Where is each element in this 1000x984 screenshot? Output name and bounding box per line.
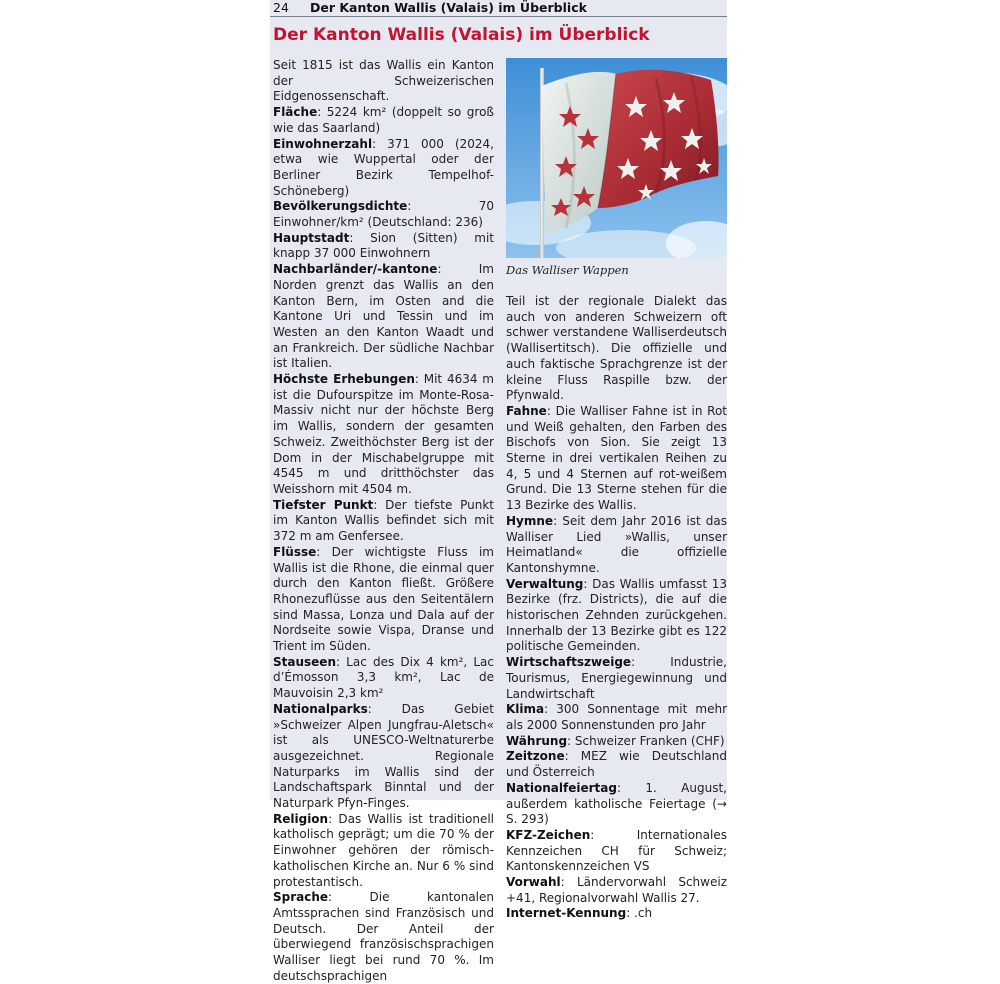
entry-label: Klima (506, 702, 545, 717)
entry-text: : 70 Einwohner/km² (Deutschland: 236) (273, 199, 494, 230)
entry-waehrung (506, 734, 727, 750)
entry-label: Nationalfeiertag (506, 780, 617, 795)
entry-text: : Der tiefste Punkt im Kanton Wallis befindet sich mit 372 m am Genfersee. (273, 497, 494, 544)
entry-erhebungen (273, 372, 494, 498)
entry-text: : 5224 km² (doppelt so groß wie das Saarland) (273, 105, 494, 135)
entry-nachbarn (273, 262, 494, 372)
entry-text: : Das Wallis ist traditionell katholisch geprägt; um die 70 % der Einwohner gehören der römisch-katholischen Kirche an. Nur 6 % sind protestantisch. (273, 811, 494, 889)
entry-vorwahl (506, 875, 727, 906)
entry-fahne (506, 404, 727, 514)
entry-text: : Der wichtigste Fluss im Wallis ist die Rhone, die einmal quer durch den Kanton fließt. Größere Rhonezuflüsse aus den Seitentälern sind Massa, Lonza und Dala auf der Nordseite sowie Vispa, Dranse und Trient im Süden. (273, 544, 494, 654)
entry-kfz-zeichen (506, 828, 727, 875)
entry-text: : 300 Sonnentage mit mehr als 2000 Sonnenstunden pro Jahr (506, 702, 727, 732)
entry-wirtschaftszweige (506, 655, 727, 702)
left-column (273, 58, 494, 984)
entry-label: Einwohnerzahl (273, 136, 373, 151)
entry-label: Verwaltung (506, 576, 584, 591)
page-number: 24 (273, 0, 289, 15)
entry-hauptstadt (273, 231, 494, 262)
entry-label: Wirtschaftszweige (506, 655, 632, 670)
entry-text: : Mit 4634 m ist die Dufourspitze im Monte-Rosa-Massiv nicht nur der höchste Berg im Wallis, sondern der gesamten Schweiz. Zweithöchster Berg ist der Dom in der Mischabelgruppe mit 4545 m und dritthöchster das Weisshorn mit 4504 m. (273, 372, 494, 496)
entry-text: : Lac des Dix 4 km², Lac d’Émosson 3,3 km², Lac de Mauvoisin 2,3 km² (273, 654, 494, 701)
entry-text: : Das Wallis umfasst 13 Bezirke (frz. Districts), die auf die historischen Zehnden zurückgehen. Innerhalb der 13 Bezirke gibt es 122 politische Gemeinden. (506, 576, 727, 654)
entry-label: KFZ-Zeichen (506, 827, 591, 842)
entry-verwaltung (506, 577, 727, 656)
entry-label: Bevölkerungsdichte (273, 199, 408, 214)
entry-text: : Die Walliser Fahne ist in Rot und Weiß gehalten, den Farben des Bischofs von Sion. Sie zeigt 13 Sterne in drei vertikalen Reihen zu 4, 5 und 4 Sternen auf rot-weißem Grund. Die 13 Sterne stehen für die 13 Bezirke des Wallis. (506, 403, 727, 513)
wallis-flag-image (506, 58, 727, 258)
entry-einwohnerzahl (273, 137, 494, 200)
entry-text: : Die kantonalen Amtssprachen sind Französisch und Deutsch. Der Anteil der überwiegend französischsprachigen Walliser liegt bei rund 70 %. Im deutschsprachigen (273, 890, 494, 983)
entry-fluesse (273, 545, 494, 655)
entry-text: : Im Norden grenzt das Wallis an den Kanton Bern, im Osten and die Kantone Uri und Tessin und im Westen an den Kanton Waadt und an Frankreich. Der südliche Nachbar ist Italien. (273, 262, 494, 371)
entry-klima (506, 702, 727, 733)
entry-label: Höchste Erhebungen (273, 372, 415, 387)
entry-text: : .ch (626, 906, 653, 921)
entry-hymne (506, 514, 727, 577)
entry-text: : Internationales Kennzeichen CH für Schweiz; Kantonskennzeichen VS (506, 827, 727, 874)
intro-paragraph: Seit 1815 ist das Wallis ein Kanton der Schweizerischen Eidgenossenschaft. (273, 58, 494, 104)
entry-nationalparks (273, 702, 494, 812)
entry-label: Fahne (506, 403, 547, 418)
entry-text: : MEZ wie Deutschland und Österreich (506, 749, 727, 780)
entry-label: Vorwahl (506, 875, 561, 890)
running-header (270, 0, 727, 17)
figure-caption: Das Walliser Wappen (506, 263, 629, 277)
sprache-continuation: Teil ist der regionale Dialekt das auch von anderen Schweizern oft schwer verstandene Walliserdeutsch (Wallisertitsch). Die offizielle und auch faktische Sprachgrenze ist der kleine Fluss Raspille bzw. der Pfynwald. (506, 294, 727, 403)
entry-label: Hauptstadt (273, 230, 350, 245)
page-sidebar-box (270, 0, 727, 983)
entry-text: : 371 000 (2024, etwa wie Wuppertal oder der Berliner Bezirk Tempelhof-Schöneberg) (273, 136, 494, 198)
entry-label: Internet-Kennung (506, 906, 627, 921)
entry-zeitzone (506, 749, 727, 780)
entry-nationalfeiertag (506, 781, 727, 828)
right-column (506, 294, 727, 922)
entry-text: : Industrie, Tourismus, Energiegewinnung und Landwirtschaft (506, 655, 727, 701)
entry-sprache (273, 890, 494, 984)
entry-text: : Das Gebiet »Schweizer Alpen Jungfrau-Aletsch« ist als UNESCO-Weltnaturerbe ausgezeichnet. Regionale Naturparks im Wallis sind der Landschaftspark Binntal und der Naturpark Pfyn-Finges. (273, 701, 494, 811)
entry-label: Sprache (273, 890, 329, 905)
page-title: Der Kanton Wallis (Valais) im Überblick (273, 25, 650, 45)
entry-stauseen (273, 655, 494, 702)
entry-internet-kennung (506, 906, 727, 922)
entry-label: Zeitzone (506, 749, 565, 764)
entry-bevoelkerungsdichte (273, 199, 494, 230)
entry-label: Flüsse (273, 544, 317, 559)
entry-text: : 1. August, außerdem katholische Feiertage (→ S. 293) (506, 780, 727, 827)
entry-flaeche (273, 105, 494, 136)
entry-tiefster-punkt (273, 498, 494, 545)
entry-label: Währung (506, 733, 568, 748)
entry-text: : Sion (Sitten) mit knapp 37 000 Einwohnern (273, 230, 494, 261)
entry-text: : Seit dem Jahr 2016 ist das Walliser Lied »Wallis, unser Heimatland« die offizielle Kantonshymne. (506, 513, 727, 575)
entry-label: Fläche (273, 105, 318, 120)
entry-label: Nationalparks (273, 701, 368, 716)
entry-label: Stauseen (273, 654, 336, 669)
flag-photo (506, 58, 727, 258)
entry-religion (273, 812, 494, 891)
entry-label: Nachbarländer/-kantone (273, 262, 438, 277)
entry-label: Hymne (506, 513, 554, 528)
entry-label: Tiefster Punkt (273, 497, 374, 512)
entry-text: : Schweizer Franken (CHF) (567, 733, 725, 748)
entry-label: Religion (273, 811, 329, 826)
entry-text: : Ländervorwahl Schweiz +41, Regionalvorwahl Wallis 27. (506, 875, 727, 905)
running-title: Der Kanton Wallis (Valais) im Überblick (310, 0, 587, 15)
